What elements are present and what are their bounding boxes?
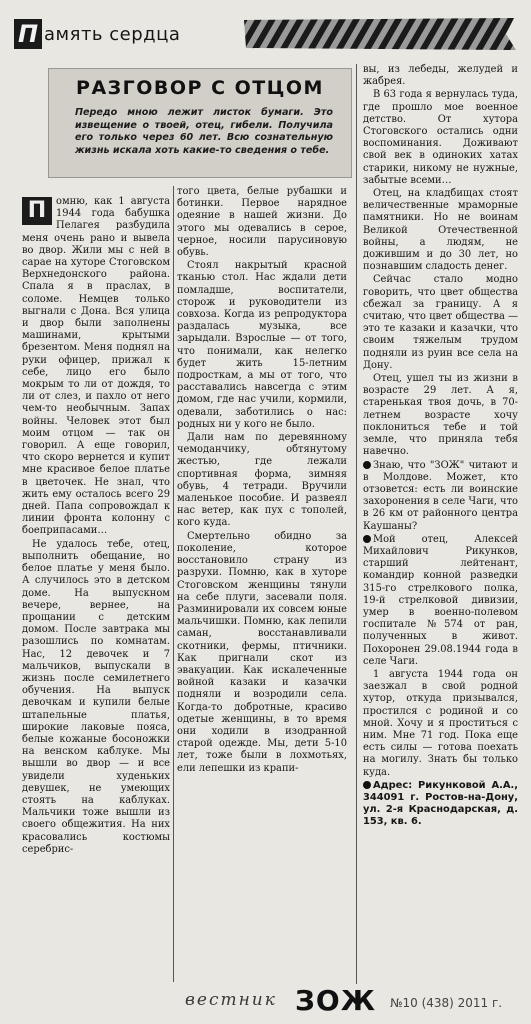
paragraph-text: омню, как 1 августа 1944 года бабушка Пелагея разбудила меня очень рано и вывела во двор. Жили мы с ней в сарае на хуторе Стоговском Верхнедонского района. Спала я в праслах, в соломе. Немцев только выгнали с Дона. Вся улица и двор были заполнены машинами, крытыми брезентом. Меня поднял на руки офицер, прижал к себе, лицо его было мокрым то ли от дождя, то ли от слез, и пахло от него чем-то необычным. Запах войны. Человек этот был моим отцом — так он говорил. А еще говорил, что скоро вернется и купит мне красивое белое платье в цветочек. Не знал, что жить ему осталось всего 29 дней. Папа сопровождал к линии фронта колонну с боеприпасами… — [22, 196, 170, 537]
bullet-text: Знаю, что "ЗОЖ" читают и в Молдове. Может, кто отзовется: есть ли воинские захоронения в селе Чаги, что в 26 км от районного центра Каушаны? — [363, 459, 518, 532]
paragraph: 1 августа 1944 года он заезжал в свой родной хутор, откуда призывался, простился с родиной и со мной. Хочу и я проститься с ним. Мне 71 год. Пока еще есть силы — готова поехать на могилу. Знать бы только куда. — [363, 668, 518, 778]
paragraph: Отец, на кладбищах стоят величественные мраморные памятники. Но не воинам Великой Отечественной войны, а людям, не дожившим и до 30 лет, но познавшим сладость денег. — [363, 188, 518, 273]
issue-number: №10 (438) 2011 г. — [390, 996, 503, 1010]
paragraph: того цвета, белые рубашки и ботинки. Первое нарядное одеяние в нашей жизни. До этого мы одевались в серое, черное, носили парусиновую обувь. — [177, 186, 347, 259]
bullet-text: Мой отец, Алексей Михайлович Рикунков, старший лейтенант, командир конной разведки 315-го стрелкового полка, 19-й стрелковой дивизии, умер в военно-полевом госпитале №574 от ран, полученных в живот. Похоронен 29.08.1944 года в селе Чаги. — [363, 533, 518, 667]
column-3 — [363, 64, 518, 830]
paragraph: вы, из лебеды, желудей и жабрея. — [363, 64, 518, 88]
bullet-paragraph — [363, 460, 518, 533]
paragraph: В 63 года я вернулась туда, где прошло мое военное детство. От хутора Стоговского остались одни воспоминания. Доживают свой век в одиноких хатах старики, никому не нужные, забытые всеми… — [363, 89, 518, 186]
bullet-icon — [363, 781, 371, 789]
bullet-icon — [363, 461, 371, 469]
bullet-paragraph — [363, 780, 518, 829]
title-box — [48, 68, 352, 178]
st-george-ribbon-icon — [244, 14, 519, 54]
column-divider — [356, 64, 357, 984]
article-title: РАЗГОВОР С ОТЦОМ — [76, 77, 324, 99]
paragraph: Стоял накрытый красной тканью стол. Нас ждали дети помладше, воспитатели, сторож и руководители из совхоза. Когда из репродуктора раздалась музыка, все зарыдали. Взрослые — от того, что понимали, как нелегко будет жить 15-летним подросткам, а мы от того, что расставались навсегда с этим домом, где нас учили, кормили, одевали, заботились о нас: родных ни у кого не было. — [177, 260, 347, 430]
rubric-title: амять сердца — [44, 23, 181, 45]
column-divider — [173, 186, 174, 982]
footer — [185, 986, 520, 1016]
author-address: Адрес: Рикунковой А.А., 344091 г. Ростов-на-Дону, ул. 2-я Краснодарская, д. 153, кв. 6. — [363, 779, 518, 828]
newspaper-brand: вестник — [185, 990, 277, 1010]
article-lead: Передо мною лежит листок бумаги. Это извещение о твоей, отец, гибели. Получила его только через 60 лет. Всю сознательную жизнь искала хоть какие-то сведения о тебе. — [75, 107, 333, 156]
drop-cap: П — [22, 197, 52, 225]
bullet-paragraph — [363, 534, 518, 668]
paragraph: Дали нам по деревянному чемоданчику, обтянутому жестью, где лежали спортивная форма, зимняя обувь, 4 тетради. Вручили маленькое пособие. И развеял нас ветер, как пух с тополей, кого куда. — [177, 432, 347, 529]
paragraph: Смертельно обидно за поколение, которое восстановило страну из разрухи. Помню, как в хуторе Стоговском женщины тянули на себе плуги, засевали поля. Разминировали их совсем юные мальчишки. Помню, как лепили саман, восстанавливали скотники, фермы, птичники. Как пригнали скот из эвакуации. Как искалеченные войной казаки и казачки подняли и возродили села. Когда-то добротные, красиво одетые женщины, в то время они ходили в изодранной старой одежде. Мы, дети 5-10 лет, тоже были в лохмотьях, ели лепешки из крапи- — [177, 530, 347, 774]
rubric-initial: П — [14, 19, 42, 49]
rubric-header — [14, 12, 519, 56]
paragraph — [22, 196, 170, 538]
paragraph: Сейчас стало модно говорить, что цвет общества сбежал за границу. А я считаю, что цвет общества — это те казаки и казачки, что своим тяжелым трудом подняли из руин все села на Дону. — [363, 274, 518, 371]
newspaper-brand-logo: ЗОЖ — [295, 984, 376, 1017]
bullet-icon — [363, 535, 371, 543]
column-2 — [177, 186, 347, 776]
paragraph: Не удалось тебе, отец, выполнить обещание, но белое платье у меня было. А случилось это в детском доме. На выпускном вечере, вернее, на прощании с детским домом. После завтрака мы разошлись по комнатам. Нас, 12 девочек и 7 мальчиков, выпускали в жизнь после семилетнего обучения. На выпуск девочкам и купили белые штапельные платья, широкие лаковые пояса, белые кожаные босоножки на венском каблуке. Мы вышли во двор — и все увидели худеньких девушек, не умеющих стоять на каблуках. Мальчики тоже вышли из своего общежития. На них красовались костюмы серебрис- — [22, 538, 170, 855]
column-1 — [22, 196, 170, 857]
rubric — [14, 18, 180, 50]
paragraph: Отец, ушел ты из жизни в возрасте 29 лет. А я, старенькая твоя дочь, в 70-летнем возрасте хочу поклониться тебе и той земле, что приняла тебя навечно. — [363, 373, 518, 458]
